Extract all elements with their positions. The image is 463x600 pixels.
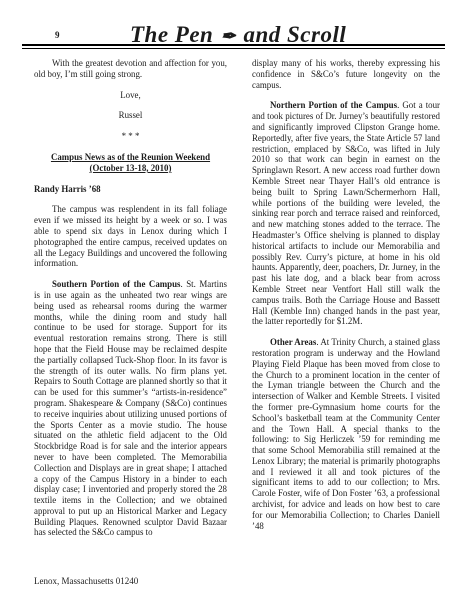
left-column xyxy=(34,58,227,538)
page-number: 9 xyxy=(55,30,60,40)
news-heading-line-2: (October 13-18, 2010) xyxy=(89,162,172,173)
section-separator: * * * xyxy=(121,131,140,142)
other-areas-body: . At Trinity Church, a stained glass restoration program is underway and the Howland Playing Field Plaque has been moved from close to the Church to a prominent location in the center of the Lyman triangle between the Church and the intersection of Walker and Kemble Streets. I visited the former pre-Gymnasium home courts for the School’s basketball team at the Community Center and the Town Hall. A special thanks to the following: to Sig Herliczek ’59 for reminding me that some School Memorabilia still remained at the Lenox Library; the material is primarily photographs and I reviewed it all and took pictures of the significant items to add to our collection; to Mrs. Carole Foster, wife of Don Foster ’63, a professional archivist, for advice and leads on how best to care for our Memorabilia Collection; to Charles Daniell ’48 xyxy=(252,337,440,531)
page-footer: Lenox, Massachusetts 01240 xyxy=(34,576,139,586)
northern-paragraph xyxy=(252,100,440,327)
letter-love: Love, xyxy=(120,89,141,100)
header-rule xyxy=(22,44,445,46)
page-header xyxy=(22,18,445,52)
header-rule-thin xyxy=(22,48,445,49)
news-heading-line-1: Campus News as of the Reunion Weekend xyxy=(50,151,211,162)
title-part-2: and Scroll xyxy=(243,22,347,47)
intro-paragraph: The campus was resplendent in its fall foliage even if we missed its height by a week or so. I was able to spend six days in Lenox during which I photographed the entire campus, received updates on all the Legacy Buildings and uncovered the following information. xyxy=(34,204,227,269)
continued-paragraph: display many of his works, thereby expressing his confidence in S&Co’s future longevity on the campus. xyxy=(252,58,440,90)
article-byline: Randy Harris ’68 xyxy=(34,183,101,194)
other-areas-heading: Other Areas xyxy=(270,337,317,348)
quill-pen-icon: ✒ xyxy=(220,26,237,46)
other-areas-paragraph xyxy=(252,337,440,531)
northern-body: . Got a tour and took pictures of Dr. Jurney’s beautifully restored and significantly improved Clipston Grange home. Reportedly, after five years, the State Article 57 land restriction, emplaced by S&Co, was lifted in July 2010 so that work can begin in earnest on the Springlawn Resort. A new access road further down Kemble Street near Thayer Hall’s old entrance is being built to Spring Lawn/Schermerhorn Hall, while portions of the building were leveled, the sinking rear porch and terrace raised and reinforced, and new matching stones added to the terrace. The Headmaster’s Office shelving is planned to display historical artifacts to include our Memorabilia and possibly Rev. Curry’s picture, at home in his old haunts. Apparently, deer, poachers, Dr. Jurney, in the past his late dog, and a black bear from across Kemble Street near Ventfort Hall still walk the campus trails. Both the Carriage House and Bassett Hall (Kemble Inn) changed hands in the past year, the latter reportedly for $1.2M. xyxy=(252,100,440,327)
letter-signature: Russel xyxy=(118,110,143,121)
title-part-1: The Pen xyxy=(130,22,214,47)
right-column xyxy=(252,58,440,531)
northern-heading: Northern Portion of the Campus xyxy=(270,100,398,111)
southern-paragraph xyxy=(34,279,227,538)
letter-closing-paragraph: With the greatest devotion and affection for you, old boy, I’m still going strong. xyxy=(34,58,227,79)
southern-heading: Southern Portion of the Campus xyxy=(52,279,181,290)
southern-body: . St. Martins is in use again as the unheated two rear wings are being used as rehearsal rooms during the warmer months, while the dining room and study hall continue to be used for storage. Support for its eventual restoration remains strong. There is still hope that the Field House may be reclaimed despite the partially collapsed Tuck-Shop floor. In its favor is the strength of its outer walls. No firm plans yet. Repairs to South Cottage are planned shortly so that it can be used for this summer’s “artists-in-residence” program. Shakespeare & Company (S&Co) continues to receive inquiries about utilizing unused portions of the Sports Center as a movie studio. The house situated on the athletic field adjacent to the Old Stockbridge Road is for sale and the interior appears never to have been completed. The Memorabilia Collection and Displays are in great shape; I attached a copy of the Campus History in a binder to each display case; I inventoried and properly stored the 28 textile items in the Collection; and we obtained approval to put up an Historical Marker and Legacy Building Plaques. Renowned sculptor David Bazaar has selected the S&Co campus to xyxy=(34,279,227,538)
